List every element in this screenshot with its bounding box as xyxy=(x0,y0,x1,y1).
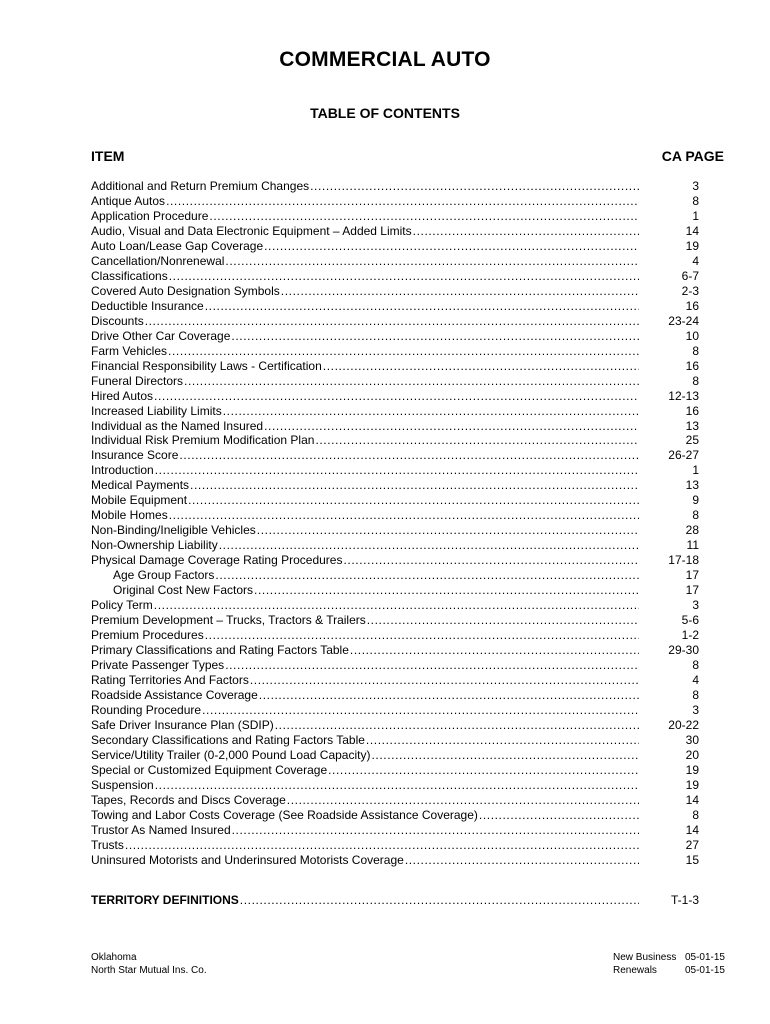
toc-row-page: 25 xyxy=(685,433,699,448)
toc-row[interactable] xyxy=(91,359,699,374)
toc-row-label: Financial Responsibility Laws - Certification xyxy=(91,358,322,373)
dot-leader xyxy=(479,808,639,823)
toc-row-page: 2-3 xyxy=(681,283,699,298)
toc-row[interactable] xyxy=(91,553,699,568)
dot-leader xyxy=(231,329,639,344)
toc-row-label: Insurance Score xyxy=(91,448,179,463)
toc-row-page: 10 xyxy=(685,328,699,343)
dot-leader xyxy=(257,523,639,538)
toc-row-label: Uninsured Motorists and Underinsured Motorists Coverage xyxy=(91,852,404,867)
toc-row-page: 3 xyxy=(692,179,699,193)
toc-row-page: 19 xyxy=(685,762,699,777)
dot-leader xyxy=(281,284,639,299)
toc-row-label: Policy Term xyxy=(91,598,153,613)
toc-row[interactable] xyxy=(91,254,699,269)
toc-row[interactable] xyxy=(91,284,699,299)
dot-leader xyxy=(328,763,639,778)
toc-row-label: Discounts xyxy=(91,313,144,328)
toc-row-label: Auto Loan/Lease Gap Coverage xyxy=(91,238,264,253)
toc-row-label: Special or Customized Equipment Coverage xyxy=(91,762,328,777)
toc-row-page: 8 xyxy=(692,373,699,388)
dot-leader xyxy=(169,508,639,523)
toc-row[interactable] xyxy=(91,448,699,463)
footer-right xyxy=(613,951,725,977)
dot-leader xyxy=(209,209,639,224)
toc-row-page: 17-18 xyxy=(668,553,699,568)
toc-row-page: 17 xyxy=(685,568,699,583)
toc-row[interactable] xyxy=(91,808,699,823)
toc-row-label: TERRITORY DEFINITIONS xyxy=(91,893,239,907)
toc-row[interactable] xyxy=(91,838,699,853)
toc-row[interactable] xyxy=(91,404,699,419)
toc-row-page: 28 xyxy=(685,523,699,538)
toc-row[interactable] xyxy=(91,179,699,194)
toc-row-page: 13 xyxy=(685,418,699,433)
footer-renewals-label: Renewals xyxy=(613,965,657,976)
toc-row-label: Suspension xyxy=(91,777,154,792)
toc-row-page: 11 xyxy=(686,538,699,553)
toc-row-label: Tapes, Records and Discs Coverage xyxy=(91,792,286,807)
dot-leader xyxy=(310,179,639,194)
toc-row[interactable] xyxy=(91,478,699,493)
toc-row-label: Cancellation/Nonrenewal xyxy=(91,253,225,268)
toc-row-label: Drive Other Car Coverage xyxy=(91,328,231,343)
toc-row[interactable] xyxy=(91,508,699,523)
toc-row-label: Mobile Equipment xyxy=(91,493,188,508)
toc-row[interactable] xyxy=(91,748,699,763)
toc-row[interactable] xyxy=(91,299,699,314)
toc-row-page: 4 xyxy=(692,672,699,687)
toc-row-label: Original Cost New Factors xyxy=(113,583,254,598)
dot-leader xyxy=(366,733,639,748)
toc-row[interactable] xyxy=(91,568,699,583)
toc-row[interactable] xyxy=(91,209,699,224)
dot-leader xyxy=(155,463,639,478)
toc-row[interactable] xyxy=(91,628,699,643)
toc-row-label: Trusts xyxy=(91,837,124,852)
toc-row-page: 3 xyxy=(692,598,699,613)
dot-leader xyxy=(225,254,639,269)
document-title: COMMERCIAL AUTO xyxy=(279,48,491,71)
toc-row[interactable] xyxy=(91,344,699,359)
toc-row-page: 9 xyxy=(692,493,699,508)
toc-row[interactable] xyxy=(91,374,699,389)
toc-row-label: Premium Procedures xyxy=(91,628,204,643)
toc-row[interactable] xyxy=(91,673,699,688)
dot-leader xyxy=(169,269,639,284)
toc-row-label: Primary Classifications and Rating Factors Table xyxy=(91,643,349,658)
dot-leader xyxy=(205,299,639,314)
toc-row-label: Non-Binding/Ineligible Vehicles xyxy=(91,523,256,538)
column-header-page: CA PAGE xyxy=(661,148,724,164)
toc-row-page: 4 xyxy=(692,253,699,268)
dot-leader xyxy=(264,239,639,254)
toc-row-page: 8 xyxy=(692,658,699,672)
dot-leader xyxy=(287,793,639,808)
toc-row-label: Safe Driver Insurance Plan (SDIP) xyxy=(91,717,274,732)
toc-row[interactable] xyxy=(91,703,699,718)
toc-row-label: Age Group Factors xyxy=(113,568,215,583)
toc-row-label: Physical Damage Coverage Rating Procedures xyxy=(91,553,343,568)
toc-row-label: Rounding Procedure xyxy=(91,702,202,717)
toc-row[interactable] xyxy=(91,643,699,658)
dot-leader xyxy=(413,224,639,239)
toc-row[interactable] xyxy=(91,463,699,478)
toc-row-page: 1 xyxy=(692,463,699,478)
toc-row-label: Antique Autos xyxy=(91,193,166,208)
dot-leader xyxy=(219,538,639,553)
toc-row-page: 14 xyxy=(685,822,699,837)
toc-row-page: 16 xyxy=(685,358,699,373)
toc-row[interactable] xyxy=(91,493,699,508)
toc-row-page: 16 xyxy=(685,298,699,313)
toc-row-label: Mobile Homes xyxy=(91,508,168,523)
footer-company: North Star Mutual Ins. Co. xyxy=(91,965,207,976)
toc-row[interactable] xyxy=(91,329,699,344)
footer-renewals xyxy=(613,964,725,977)
toc-row[interactable] xyxy=(91,194,699,209)
toc-row-label: Premium Development – Trucks, Tractors & Trailers xyxy=(91,613,366,628)
toc-row-page: 17 xyxy=(685,583,699,598)
footer-new-business-date: 05-01-15 xyxy=(684,952,725,963)
dot-leader xyxy=(232,823,639,838)
toc-row-label: Audio, Visual and Data Electronic Equipment – Added Limits xyxy=(91,223,412,238)
dot-leader xyxy=(154,389,639,404)
dot-leader xyxy=(405,853,639,868)
toc-row-label: Funeral Directors xyxy=(91,373,184,388)
dot-leader xyxy=(145,314,639,329)
toc-row-page: 8 xyxy=(692,687,699,702)
toc-row[interactable] xyxy=(91,718,699,733)
toc-row-label: Non-Ownership Liability xyxy=(91,538,218,553)
dot-leader xyxy=(179,448,639,463)
toc-row-label: Application Procedure xyxy=(91,208,209,223)
toc-row-page: 26-27 xyxy=(668,448,699,463)
toc-row-page: 14 xyxy=(685,223,699,238)
dot-leader xyxy=(184,374,639,389)
toc-row-label: Hired Autos xyxy=(91,388,154,403)
toc-row-label: Secondary Classifications and Rating Factors Table xyxy=(91,732,365,747)
dot-leader xyxy=(323,359,639,374)
dot-leader xyxy=(367,613,639,628)
toc-row-page: 1-2 xyxy=(681,628,699,643)
toc-row-page: 16 xyxy=(685,403,699,418)
toc-row-label: Classifications xyxy=(91,268,168,283)
dot-leader xyxy=(240,893,639,908)
toc-row[interactable] xyxy=(91,778,699,793)
toc-row[interactable] xyxy=(91,224,699,239)
dot-leader xyxy=(166,194,639,209)
footer-state: Oklahoma xyxy=(91,952,137,963)
dot-leader xyxy=(259,688,639,703)
toc-row-page: 8 xyxy=(692,193,699,208)
toc-row-label: Service/Utility Trailer (0-2,000 Pound Load Capacity) xyxy=(91,747,371,762)
toc-row[interactable] xyxy=(91,523,699,538)
toc-row-page: 29-30 xyxy=(668,643,699,658)
toc-row[interactable] xyxy=(91,314,699,329)
footer-new-business xyxy=(613,951,725,964)
toc-row[interactable] xyxy=(91,598,699,613)
toc-row-label: Farm Vehicles xyxy=(91,343,168,358)
footer-left xyxy=(91,951,207,977)
dot-leader xyxy=(188,493,639,508)
toc-row-page: 3 xyxy=(692,702,699,717)
toc-row-territory[interactable] xyxy=(91,893,699,908)
dot-leader xyxy=(275,718,639,733)
toc-row[interactable] xyxy=(91,433,699,448)
toc-row-page: 8 xyxy=(692,508,699,523)
toc-row-label: Deductible Insurance xyxy=(91,298,204,313)
toc-row-label: Trustor As Named Insured xyxy=(91,822,231,837)
dot-leader xyxy=(190,478,639,493)
document-subtitle: TABLE OF CONTENTS xyxy=(310,105,460,121)
toc-row-page: 23-24 xyxy=(668,313,699,328)
dot-leader xyxy=(168,344,639,359)
dot-leader xyxy=(250,673,639,688)
dot-leader xyxy=(225,658,639,673)
dot-leader xyxy=(350,643,639,658)
toc-row-page: T-1-3 xyxy=(670,893,699,907)
dot-leader xyxy=(254,583,639,598)
toc-row-page: 5-6 xyxy=(681,613,699,628)
toc-row-label: Introduction xyxy=(91,463,154,478)
toc-row[interactable] xyxy=(91,583,699,598)
toc-row-page: 13 xyxy=(685,478,699,493)
toc-row-label: Individual as the Named Insured xyxy=(91,418,264,433)
toc-row-label: Medical Payments xyxy=(91,478,190,493)
toc-row-label: Roadside Assistance Coverage xyxy=(91,687,258,702)
dot-leader xyxy=(371,748,639,763)
toc-row-page: 19 xyxy=(685,238,699,253)
toc-row[interactable] xyxy=(91,239,699,254)
dot-leader xyxy=(264,419,639,434)
footer-new-business-label: New Business xyxy=(613,952,677,963)
toc-row[interactable] xyxy=(91,269,699,284)
toc-row-page: 8 xyxy=(692,343,699,358)
toc-row-label: Towing and Labor Costs Coverage (See Roadside Assistance Coverage) xyxy=(91,807,478,822)
toc-row[interactable] xyxy=(91,419,699,434)
toc-row-label: Covered Auto Designation Symbols xyxy=(91,283,280,298)
toc-row-label: Additional and Return Premium Changes xyxy=(91,179,310,193)
toc-row[interactable] xyxy=(91,823,699,838)
dot-leader xyxy=(202,703,639,718)
toc-row[interactable] xyxy=(91,389,699,404)
toc-row[interactable] xyxy=(91,763,699,778)
toc-row[interactable] xyxy=(91,853,699,868)
toc-row-label: Rating Territories And Factors xyxy=(91,672,249,687)
toc-row-label: Individual Risk Premium Modification Plan xyxy=(91,433,315,448)
footer-renewals-date: 05-01-15 xyxy=(684,965,725,976)
toc-row-page: 30 xyxy=(685,732,699,747)
toc-row-page: 20 xyxy=(685,747,699,762)
dot-leader xyxy=(223,404,639,419)
dot-leader xyxy=(215,568,639,583)
territory-section xyxy=(91,893,699,908)
toc-row-page: 1 xyxy=(692,208,699,223)
toc-list xyxy=(91,179,699,868)
toc-row-page: 15 xyxy=(685,852,699,867)
toc-row-label: Private Passenger Types xyxy=(91,658,225,672)
toc-row[interactable] xyxy=(91,733,699,748)
toc-row-page: 8 xyxy=(692,807,699,822)
toc-row-page: 20-22 xyxy=(668,717,699,732)
toc-row-page: 19 xyxy=(685,777,699,792)
toc-row[interactable] xyxy=(91,793,699,808)
dot-leader xyxy=(343,553,639,568)
toc-row-page: 12-13 xyxy=(668,388,699,403)
dot-leader xyxy=(154,598,639,613)
toc-row-label: Increased Liability Limits xyxy=(91,403,222,418)
toc-row[interactable] xyxy=(91,613,699,628)
toc-row[interactable] xyxy=(91,658,699,673)
toc-row-page: 27 xyxy=(685,837,699,852)
column-header-item: ITEM xyxy=(91,148,125,164)
toc-row-page: 14 xyxy=(685,792,699,807)
toc-row-page: 6-7 xyxy=(681,268,699,283)
toc-row[interactable] xyxy=(91,688,699,703)
toc-row[interactable] xyxy=(91,538,699,553)
dot-leader xyxy=(315,433,639,448)
dot-leader xyxy=(125,838,639,853)
dot-leader xyxy=(205,628,639,643)
dot-leader xyxy=(155,778,639,793)
